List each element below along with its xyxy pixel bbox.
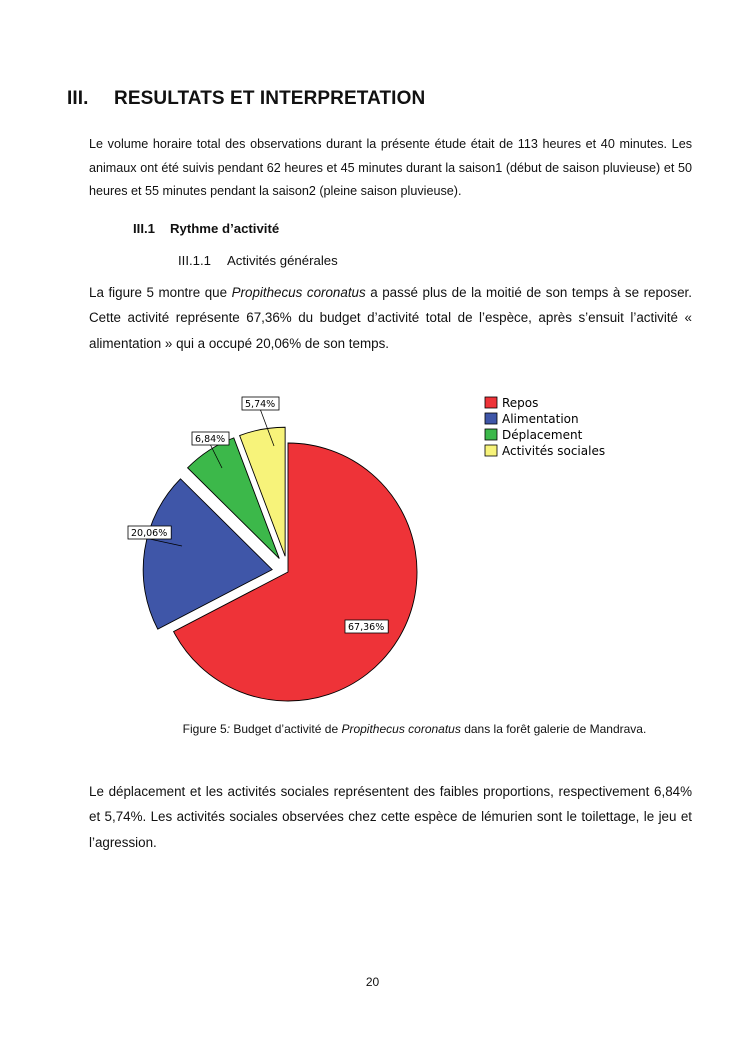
subsubsection-number: III.1.1 bbox=[178, 253, 211, 268]
subsection-heading bbox=[133, 221, 279, 236]
legend-label: Alimentation bbox=[502, 412, 579, 426]
section-number: III. bbox=[67, 88, 89, 109]
subsection-title: Rythme d’activité bbox=[170, 221, 280, 236]
caption-species: Propithecus coronatus bbox=[341, 722, 461, 736]
legend-swatch bbox=[485, 397, 497, 408]
figure-caption bbox=[89, 722, 740, 736]
legend-label: Déplacement bbox=[502, 428, 583, 442]
section-title: RESULTATS ET INTERPRETATION bbox=[114, 88, 426, 109]
caption-colon: : bbox=[226, 722, 231, 736]
page-number: 20 bbox=[365, 975, 380, 989]
legend-swatch bbox=[485, 445, 497, 456]
pie-data-label: 20,06% bbox=[131, 528, 168, 539]
legend-label: Activités sociales bbox=[502, 444, 606, 458]
pie-data-label: 5,74% bbox=[245, 399, 276, 410]
section-heading bbox=[67, 88, 425, 110]
pie-chart bbox=[0, 380, 745, 710]
subsubsection-title: Activités générales bbox=[227, 253, 338, 268]
legend-swatch bbox=[485, 429, 497, 440]
chart-legend bbox=[485, 396, 605, 458]
figure-paragraph-species: Propithecus coronatus bbox=[231, 285, 366, 300]
figure-paragraph-after: a passé plus de la moitié de son temps à se reposer. Cette activité représente 67,36% du budget d’activité total de l’espèce, après s’ensuit l’activité « alimentation » qui a occupé 20,06% de son temps. bbox=[89, 285, 692, 351]
legend-swatch bbox=[485, 413, 497, 424]
caption-text-before: Budget d’activité de bbox=[230, 722, 342, 736]
pie-data-label: 67,36% bbox=[348, 622, 385, 633]
pie-slices bbox=[143, 427, 417, 701]
figure-paragraph bbox=[89, 280, 692, 356]
intro-paragraph: Le volume horaire total des observations durant la présente étude était de 113 heures et 40 minutes. Les animaux ont été suivis pendant 62 heures et 45 minutes durant la saison1 (début de saison pluvieuse) et 50 heures et 55 minutes pendant la saison2 (pleine saison pluvieuse). bbox=[89, 137, 692, 198]
closing-paragraph: Le déplacement et les activités sociales représentent des faibles proportions, respectivement 6,84% et 5,74%. Les activités sociales observées chez cette espèce de lémurien sont le toilettage, le jeu et l’agression. bbox=[89, 784, 692, 850]
subsection-number: III.1 bbox=[133, 221, 155, 236]
caption-text-after: dans la forêt galerie de Mandrava. bbox=[460, 722, 647, 736]
caption-prefix: Figure 5 bbox=[182, 722, 227, 736]
pie-data-label: 6,84% bbox=[195, 434, 226, 445]
subsubsection-heading bbox=[178, 253, 338, 268]
figure-paragraph-before: La figure 5 montre que bbox=[89, 285, 232, 300]
legend-label: Repos bbox=[502, 396, 539, 410]
